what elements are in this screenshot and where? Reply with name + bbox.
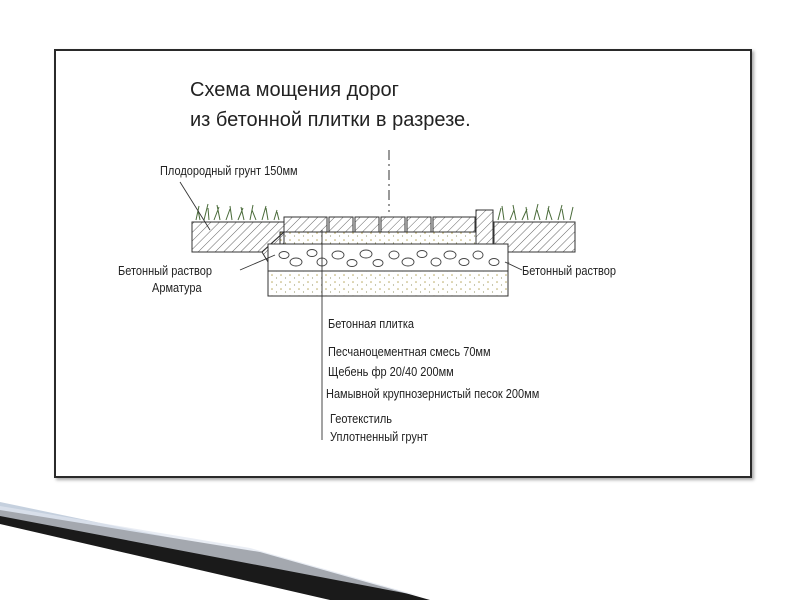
title-line-2: из бетонной плитки в разрезе. bbox=[190, 109, 471, 131]
label-compacted-soil: Уплотненный грунт bbox=[330, 430, 428, 444]
label-sand-cement: Песчаноцементная смесь 70мм bbox=[328, 345, 491, 359]
label-mortar-right: Бетонный раствор bbox=[522, 264, 616, 278]
grass-left bbox=[196, 204, 279, 220]
label-rebar: Арматура bbox=[152, 281, 202, 295]
concrete-tiles bbox=[284, 217, 475, 232]
label-mortar-left: Бетонный раствор bbox=[118, 264, 212, 278]
decorative-swoosh bbox=[0, 490, 800, 600]
grass-right bbox=[498, 204, 573, 220]
label-tile: Бетонная плитка bbox=[328, 317, 415, 331]
title-line-1: Схема мощения дорог bbox=[190, 79, 399, 101]
label-sand: Намывной крупнозернистый песок 200мм bbox=[326, 387, 540, 401]
label-geotextile: Геотекстиль bbox=[330, 412, 393, 426]
label-gravel: Щебень фр 20/40 200мм bbox=[328, 365, 454, 379]
sand-cement-layer bbox=[280, 232, 476, 244]
gravel-layer bbox=[268, 244, 508, 271]
sand-layer bbox=[268, 271, 508, 296]
label-topsoil: Плодородный грунт 150мм bbox=[160, 164, 298, 178]
